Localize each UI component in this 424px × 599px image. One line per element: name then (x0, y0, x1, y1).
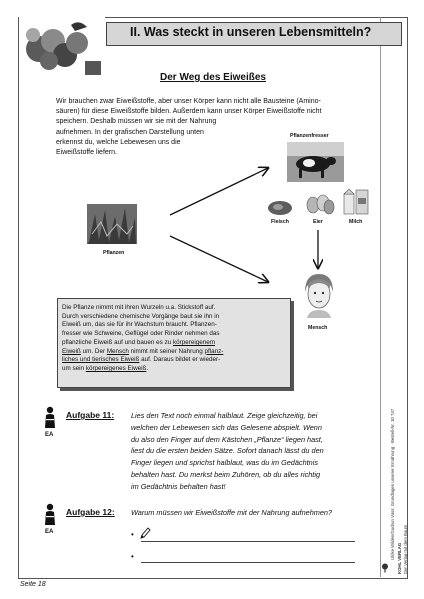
info-span: . (146, 364, 149, 372)
info-line: Die Pflanze nimmt mit ihren Wurzeln u.a. Stickstoff auf. (62, 304, 216, 311)
eggs-photo (305, 190, 335, 216)
task-11-label: Aufgabe 11: (66, 410, 115, 420)
ea-label: EA (45, 529, 54, 535)
publisher-slogan: Der Verlag mit dem Baum (403, 524, 408, 574)
sidebar-credit: Ulrike Wilden/Gudrun Voss: Grundlagen unserer Ernährung · Bestell-Nr. 10 747 (390, 408, 395, 560)
info-line (62, 339, 286, 348)
task-11-text (131, 410, 376, 493)
info-span: um. Der (80, 347, 107, 355)
meat-photo (267, 198, 293, 216)
task-line: behalten hast. Du merkst beim Zuhören, ob du alles richtig (131, 469, 321, 479)
milk-photo (342, 186, 372, 216)
info-span: um sein (62, 364, 86, 372)
single-work-icon (43, 503, 57, 527)
plant-photo (87, 204, 137, 244)
section-title: II. Was steckt in unseren Lebensmitteln? (130, 25, 372, 39)
info-line: Durch verschiedene chemische Vorgänge baut sie ihn in (62, 312, 220, 320)
pencil-icon (139, 526, 151, 540)
task-line: du also den Finger auf dem Kästchen „Pflanze“ liegen hast, (131, 434, 323, 444)
intro-line: säuren) für diese Eiweißstoffe bilden. Außerdem kann unser Körper Eiweißstoffe nicht (56, 108, 322, 116)
info-span-underlined: pflanz- (204, 347, 224, 355)
task-line: welchen der Lebewesen sich das Gelesene abspielt. Wenn (131, 422, 322, 432)
info-span-underlined: körpereigenem (172, 338, 215, 346)
fruit-logo (19, 17, 105, 75)
bullet: • (131, 530, 134, 539)
info-span-underlined: körpereigenes Eiweiß (85, 364, 147, 372)
answer-line-2[interactable] (141, 562, 355, 563)
info-span: auf. Daraus bildet er wieder- (139, 356, 221, 364)
info-line (62, 356, 286, 365)
answer-line-1[interactable] (141, 541, 355, 542)
human-label: Mensch (308, 325, 328, 331)
info-span-underlined: Mensch (106, 347, 129, 355)
info-span: pflanzliche Eiweiß auf und bauen es zu (62, 338, 173, 346)
intro-line: erkennst du, welche Lebewesen uns die (56, 138, 181, 146)
task-line: liest du die ersten beiden Sätze. Sofort danach lässt du den (131, 446, 324, 456)
tree-icon (381, 563, 389, 573)
human-photo (301, 272, 337, 318)
single-work-icon (43, 406, 57, 430)
meat-label: Fleisch (271, 219, 289, 225)
task-line: Lies den Text noch einmal halblaut. Zeige gleichzeitig, bei (131, 411, 318, 420)
intro-line: aufnehmen. In der grafischen Darstellung unten (56, 128, 204, 136)
cow-photo (287, 142, 344, 182)
task-line: Finger liegen und sprichst halblaut, was du im Gedächtnis (131, 458, 318, 468)
intro-line: Wir brauchen zwar Eiweißstoffe, aber unser Körper kann nicht alle Bausteine (Amino- (56, 98, 321, 105)
task-12-label: Aufgabe 12: (66, 507, 115, 517)
intro-line: Eiweißstoffe liefern. (56, 149, 117, 157)
eggs-label: Eier (313, 219, 323, 225)
article-title: Der Weg des Eiweißes (160, 72, 266, 83)
info-line (62, 348, 286, 357)
herbivore-label: Pflanzenfresser (290, 133, 329, 139)
info-line: Eiweiß um, das sie für ihr Wachstum braucht. Pflanzen- (62, 321, 217, 329)
bullet: • (131, 552, 134, 561)
ea-label: EA (45, 432, 54, 438)
intro-line: speichern. Deshalb müssen wir sie mit der Nahrung (56, 118, 217, 126)
info-line (62, 365, 286, 374)
info-span: nimmt mit seiner Nahrung (128, 347, 205, 355)
milk-label: Milch (349, 219, 363, 225)
info-span-underlined: liches und tierisches Eiweiß (62, 356, 140, 364)
info-span-underlined: Eiweiß (62, 347, 81, 355)
info-line: fresser wie Schweine, Geflügel oder Rinder nehmen das (62, 330, 220, 338)
info-box-text (62, 304, 286, 374)
publisher-logo: KOHL VERLAG (397, 542, 402, 574)
task-12-text: Warum müssen wir Eiweißstoffe mit der Nahrung aufnehmen? (131, 508, 333, 517)
page-number: Seite 18 (20, 581, 46, 588)
plants-label: Pflanzen (103, 250, 125, 256)
task-line: im Gedächtnis behalten hast! (131, 481, 226, 491)
